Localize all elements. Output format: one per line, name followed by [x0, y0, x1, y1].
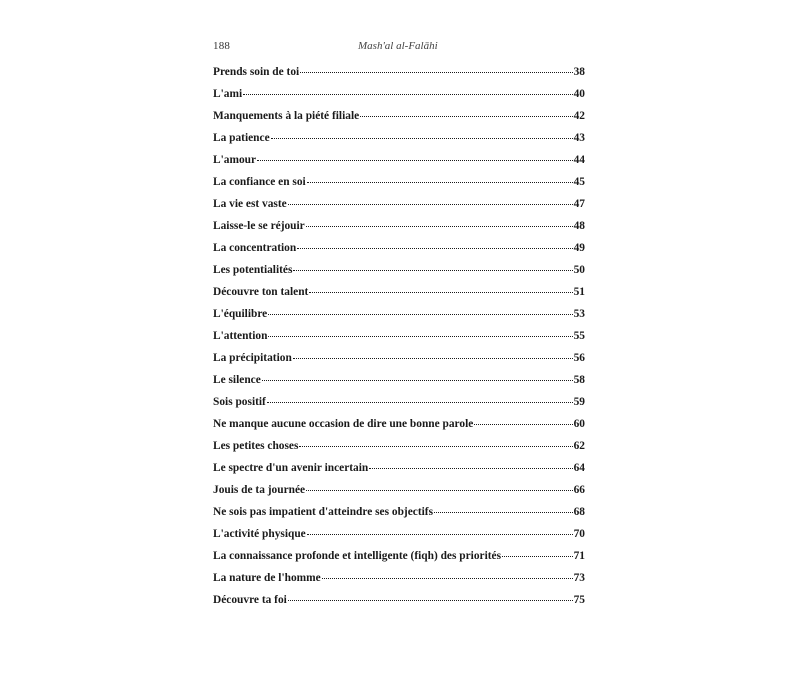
toc-entry-page-number: 48 — [573, 220, 585, 232]
toc-entry-title: La confiance en soi — [213, 176, 306, 188]
toc-entry-page-number: 40 — [573, 88, 585, 100]
toc-entry-title: Découvre ton talent — [213, 286, 309, 298]
dot-leader — [243, 93, 572, 95]
toc-entry — [213, 572, 585, 594]
toc-entry-title: Le silence — [213, 374, 261, 386]
page-number: 188 — [213, 40, 231, 52]
toc-entry — [213, 88, 585, 110]
toc-entry-title: L'équilibre — [213, 308, 268, 320]
book-title: Mash'al al-Falāhi — [358, 40, 438, 52]
toc-entry-page-number: 55 — [573, 330, 585, 342]
toc-entry-page-number: 66 — [573, 484, 585, 496]
toc-entry-page-number: 42 — [573, 110, 585, 122]
toc-entry-title: L'activité physique — [213, 528, 306, 540]
toc-entry — [213, 484, 585, 506]
dot-leader — [262, 379, 573, 381]
dot-leader — [257, 159, 573, 161]
dot-leader — [297, 247, 572, 249]
toc-entry-title: L'ami — [213, 88, 243, 100]
toc-entry — [213, 154, 585, 176]
dot-leader — [271, 137, 573, 139]
toc-entry-page-number: 59 — [573, 396, 585, 408]
dot-leader — [267, 401, 573, 403]
toc-entry-page-number: 64 — [573, 462, 585, 474]
toc-entry-title: Jouis de ta journée — [213, 484, 306, 496]
toc-entry-page-number: 44 — [573, 154, 585, 166]
toc-entry-title: La nature de l'homme — [213, 572, 321, 584]
dot-leader — [474, 423, 572, 425]
toc-entry-page-number: 51 — [573, 286, 585, 298]
dot-leader — [293, 357, 573, 359]
toc-entry — [213, 440, 585, 462]
dot-leader — [293, 269, 572, 271]
toc-entry — [213, 220, 585, 242]
toc-entry-title: Ne manque aucune occasion de dire une bonne parole — [213, 418, 474, 430]
toc-entry — [213, 550, 585, 572]
dot-leader — [369, 467, 572, 469]
toc-entry — [213, 374, 585, 396]
toc-entry-page-number: 49 — [573, 242, 585, 254]
toc-entry-title: Ne sois pas impatient d'atteindre ses objectifs — [213, 506, 433, 518]
toc-entry-page-number: 53 — [573, 308, 585, 320]
toc-entry-title: La vie est vaste — [213, 198, 287, 210]
toc-entry-page-number: 62 — [573, 440, 585, 452]
toc-entry-title: L'attention — [213, 330, 268, 342]
toc-entry-title: Découvre ta foi — [213, 594, 287, 606]
toc-entry — [213, 462, 585, 484]
toc-entry — [213, 242, 585, 264]
toc-entry — [213, 132, 585, 154]
toc-entry-page-number: 45 — [573, 176, 585, 188]
toc-entry — [213, 352, 585, 374]
toc-entry — [213, 594, 585, 616]
dot-leader — [268, 335, 572, 337]
toc-entry-page-number: 56 — [573, 352, 585, 364]
dot-leader — [288, 203, 573, 205]
toc-entry-title: La concentration — [213, 242, 297, 254]
dot-leader — [322, 577, 573, 579]
dot-leader — [309, 291, 572, 293]
toc-entry — [213, 330, 585, 352]
toc-entry-title: La connaissance profonde et intelligente (fiqh) des priorités — [213, 550, 502, 562]
toc-entry — [213, 198, 585, 220]
toc-entry — [213, 308, 585, 330]
table-of-contents — [213, 66, 585, 616]
running-head — [213, 40, 585, 56]
toc-entry-title: Prends soin de toi — [213, 66, 300, 78]
toc-entry-page-number: 58 — [573, 374, 585, 386]
toc-entry-page-number: 47 — [573, 198, 585, 210]
toc-entry-page-number: 38 — [573, 66, 585, 78]
toc-entry-page-number: 43 — [573, 132, 585, 144]
toc-entry — [213, 110, 585, 132]
toc-entry — [213, 396, 585, 418]
toc-entry-page-number: 73 — [573, 572, 585, 584]
dot-leader — [502, 555, 573, 557]
toc-entry-title: Laisse-le se réjouir — [213, 220, 305, 232]
toc-entry-title: Le spectre d'un avenir incertain — [213, 462, 369, 474]
toc-entry-title: Sois positif — [213, 396, 266, 408]
toc-entry — [213, 264, 585, 286]
dot-leader — [299, 445, 572, 447]
dot-leader — [434, 511, 573, 513]
dot-leader — [268, 313, 572, 315]
toc-entry-title: L'amour — [213, 154, 257, 166]
toc-entry — [213, 418, 585, 440]
toc-entry — [213, 528, 585, 550]
toc-entry-title: La patience — [213, 132, 270, 144]
toc-entry-title: Les potentialités — [213, 264, 293, 276]
toc-entry-page-number: 60 — [573, 418, 585, 430]
toc-entry-page-number: 75 — [573, 594, 585, 606]
toc-entry — [213, 506, 585, 528]
dot-leader — [360, 115, 572, 117]
dot-leader — [306, 225, 573, 227]
dot-leader — [288, 599, 573, 601]
toc-entry-page-number: 50 — [573, 264, 585, 276]
dot-leader — [306, 489, 573, 491]
toc-entry-page-number: 68 — [573, 506, 585, 518]
toc-entry-page-number: 70 — [573, 528, 585, 540]
dot-leader — [300, 71, 572, 73]
toc-entry-title: Les petites choses — [213, 440, 299, 452]
dot-leader — [307, 181, 573, 183]
toc-entry — [213, 286, 585, 308]
toc-entry — [213, 66, 585, 88]
toc-entry-title: La précipitation — [213, 352, 292, 364]
toc-entry — [213, 176, 585, 198]
toc-entry-title: Manquements à la piété filiale — [213, 110, 360, 122]
dot-leader — [307, 533, 573, 535]
toc-entry-page-number: 71 — [573, 550, 585, 562]
